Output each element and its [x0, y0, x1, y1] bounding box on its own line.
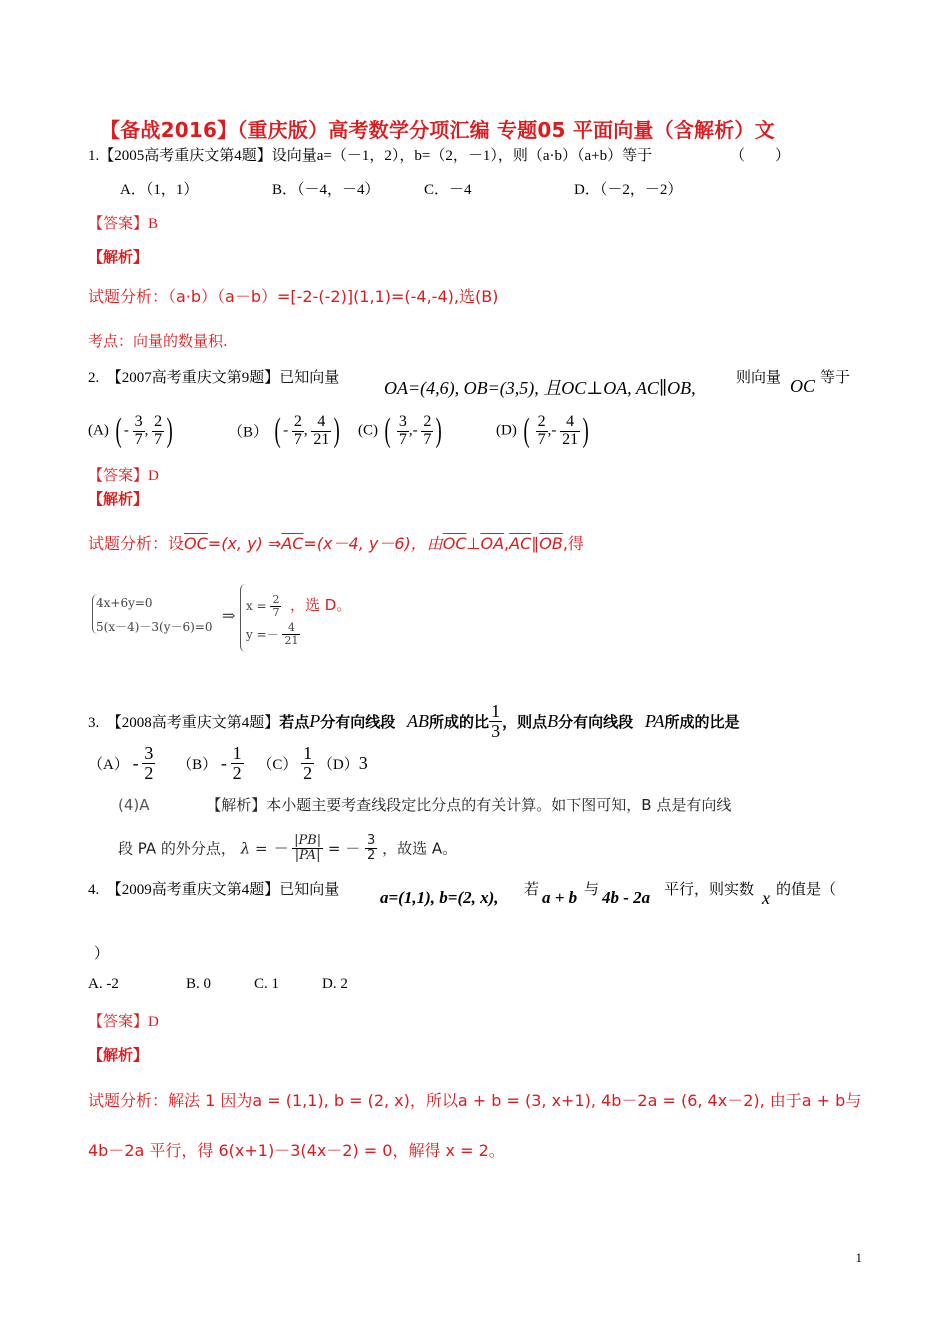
q4-option-a: A. -2 [88, 976, 119, 992]
q4-option-d: D. 2 [322, 976, 348, 992]
q4-close-paren: ） [94, 946, 110, 962]
answer-label: 【答案】 [88, 1014, 149, 1030]
q2-analysis-label: 【解析】 [88, 492, 149, 508]
fraction: $\frac{1}{3}$ [491, 701, 501, 741]
vector-ob: $\overline{OB}$ [539, 534, 563, 553]
q2-stem-ask: 则向量 [736, 370, 782, 386]
option-label: （C） [257, 756, 298, 773]
q4-stem-tail: 的值是（ [776, 882, 837, 898]
fraction: $\frac{3}{2}$ [367, 833, 376, 863]
q1-stem [88, 144, 652, 165]
q2-stem-oc: OC [790, 376, 816, 396]
q4-analysis-label: 【解析】 [88, 1048, 149, 1064]
answer-label: 【答案】 [88, 216, 149, 232]
minus-sign: - [412, 422, 418, 439]
q3-analysis-2: 段 PA 的外分点， λ = － $\frac{|PB|}{|PA|}$ = － $\frac{3}{2}$ ，故选 A。 [118, 833, 458, 863]
q1-option-c: C．－4 [424, 182, 472, 198]
q1-kaodian: 考点：向量的数量积. [88, 332, 228, 350]
q2-result: ，选 D。 [290, 596, 352, 614]
q1-option-a: A．（1，1） [120, 182, 199, 198]
fraction: $\frac{2}{7}$ [423, 412, 432, 448]
vector-ac: $\overline{AC}$ [509, 534, 532, 553]
fraction: $\frac{2}{7}$ [537, 412, 546, 448]
minus-sign: - [551, 422, 557, 439]
option-label: (C) [358, 422, 378, 439]
q4-yu: 与 [584, 882, 600, 898]
answer-label: 【答案】 [88, 468, 149, 484]
q2-stem-head: 2. 【2007高考重庆文第9题】已知向量 [88, 370, 340, 386]
q4-solution-2: 4b－2a 平行，得 6(x+1)－3(4x－2) = 0，解得 x = 2。 [88, 1141, 505, 1160]
equation-1: 4x+6y=0 [96, 596, 153, 610]
option-label: (D) [496, 422, 517, 439]
x-solution: x = $\frac{2}{7}$ [246, 593, 280, 619]
option-label: （B） [228, 424, 269, 441]
fraction: $\frac{1}{2}$ [303, 743, 313, 783]
q4-ruo: 若 [524, 882, 540, 898]
q4-stem-mid: 平行，则实数 [664, 882, 755, 898]
fraction: $\frac{4}{21}$ [284, 621, 299, 647]
q1-option-d: D．（－2，－2） [574, 182, 683, 198]
fraction: $\frac{3}{7}$ [134, 412, 143, 448]
q2-stem-math: OA=(4,6), OB=(3,5), 且OC⊥OA, AC∥OB, [384, 378, 696, 398]
q4-stem-math: a=(1,1), b=(2, x), [380, 888, 499, 907]
q3-stem: 3. 【2008高考重庆文第4题】若点P分有向线段 AB所成的比 $\frac{1}{3}$ ，则点B分有向线段 PA所成的比是 [88, 701, 740, 741]
equation-2: 5(x－4)－3(y－6)=0 [96, 620, 213, 634]
minus-sign: - [123, 422, 129, 439]
option-label: （A） [88, 756, 129, 773]
q2-answer [88, 464, 159, 485]
q1-answer [88, 212, 158, 233]
q2-option-d: (D) ( $\frac{2}{7}$ ,- $\frac{4}{21}$ ) [496, 412, 589, 449]
fraction: $\frac{2}{7}$ [154, 412, 163, 448]
q4-x: x [762, 888, 770, 908]
q2-option-c: (C) ( $\frac{3}{7}$ ,- $\frac{2}{7}$ ) [358, 412, 443, 449]
fraction: $\frac{1}{2}$ [232, 743, 242, 783]
q1-option-b: B．（－4，－4） [272, 182, 380, 198]
answer-value: D [148, 468, 159, 484]
q4-answer [88, 1010, 159, 1031]
fraction: $\frac{3}{7}$ [398, 412, 407, 448]
q2-option-a: (A) ( - $\frac{3}{7}$ , $\frac{2}{7}$ ) [88, 412, 173, 449]
option-label: （D） [317, 756, 359, 773]
minus-sign: - [283, 422, 289, 439]
q1-stem-body: a=（－1，2），b=（2，－1），则（a·b）（a+b）等于 [316, 148, 653, 164]
vector-oc: $\overline{OC}$ [442, 534, 467, 553]
q4-option-b: B. 0 [186, 976, 212, 992]
q2-solution: 试题分析：设$\overline{OC}=(x$, y) $\Rightarrow\overline{AC}=(x-4$, y－6)，由$\overline{OC}\perp\overline{OA},\overline{AC}\parallel\overline{OB}$,得 [88, 534, 584, 553]
answer-value: B [148, 216, 159, 232]
implies-arrow: ⇒ [222, 606, 236, 625]
vector-ac: $\overline{AC}$ [281, 534, 304, 553]
q3-options: （A） - $\frac{3}{2}$ （B） - $\frac{1}{2}$ （C） $\frac{1}{2}$ （D）3 [88, 743, 368, 783]
q4-stem-head: 4. 【2009高考重庆文第4题】已知向量 [88, 882, 340, 898]
fraction: $\frac{|PB|}{|PA|}$ [294, 833, 322, 863]
option-label: （B） [177, 756, 218, 773]
q2-stem-tail: 等于 [820, 370, 851, 386]
page-title: 【备战2016】（重庆版）高考数学分项汇编 专题05 平面向量（含解析）文 [100, 118, 775, 142]
q1-stem-head: 1.【2005高考重庆文第4题】设向量 [88, 148, 317, 164]
q4-expression: 4b - 2a [602, 888, 651, 907]
fraction: $\frac{4}{21}$ [313, 412, 330, 448]
q1-analysis-label: 【解析】 [88, 250, 149, 266]
q1-bracket: （ ） [730, 148, 791, 164]
q4-solution-1: 试题分析：解法 1 因为a = (1,1), b = (2, x)，所以a + b = (3, x+1), 4b－2a = (6, 4x－2), 由于a + b与 [88, 1091, 862, 1110]
fraction: $\frac{4}{21}$ [562, 412, 579, 448]
vector-oc: $\overline{OC}$ [184, 534, 208, 553]
option-label: (A) [88, 422, 109, 439]
fraction: $\frac{2}{7}$ [293, 412, 302, 448]
q4-a-plus-b: a + b [542, 888, 578, 907]
y-solution: y =－ $\frac{4}{21}$ [246, 621, 299, 647]
answer-value: D [148, 1014, 159, 1030]
fraction: $\frac{2}{7}$ [272, 593, 280, 619]
q4-option-c: C. 1 [254, 976, 280, 992]
q1-solution: 试题分析：（a·b）（a－b）=[-2-(-2)](1,1)=(-4,-4),选(B) [88, 287, 499, 306]
q2-option-b: （B） ( - $\frac{2}{7}$ , $\frac{4}{21}$ ) [228, 412, 341, 449]
q3-stem-head: 3. 【2008高考重庆文第4题】 [88, 714, 280, 731]
page-number: 1 [855, 1250, 862, 1265]
fraction: $\frac{3}{2}$ [144, 743, 154, 783]
vector-oa: $\overline{OA}$ [480, 534, 505, 553]
q3-answer-line: (4)A 【解析】本小题主要考查线段定比分点的有关计算。如下图可知，B 点是有向线 [118, 796, 732, 814]
